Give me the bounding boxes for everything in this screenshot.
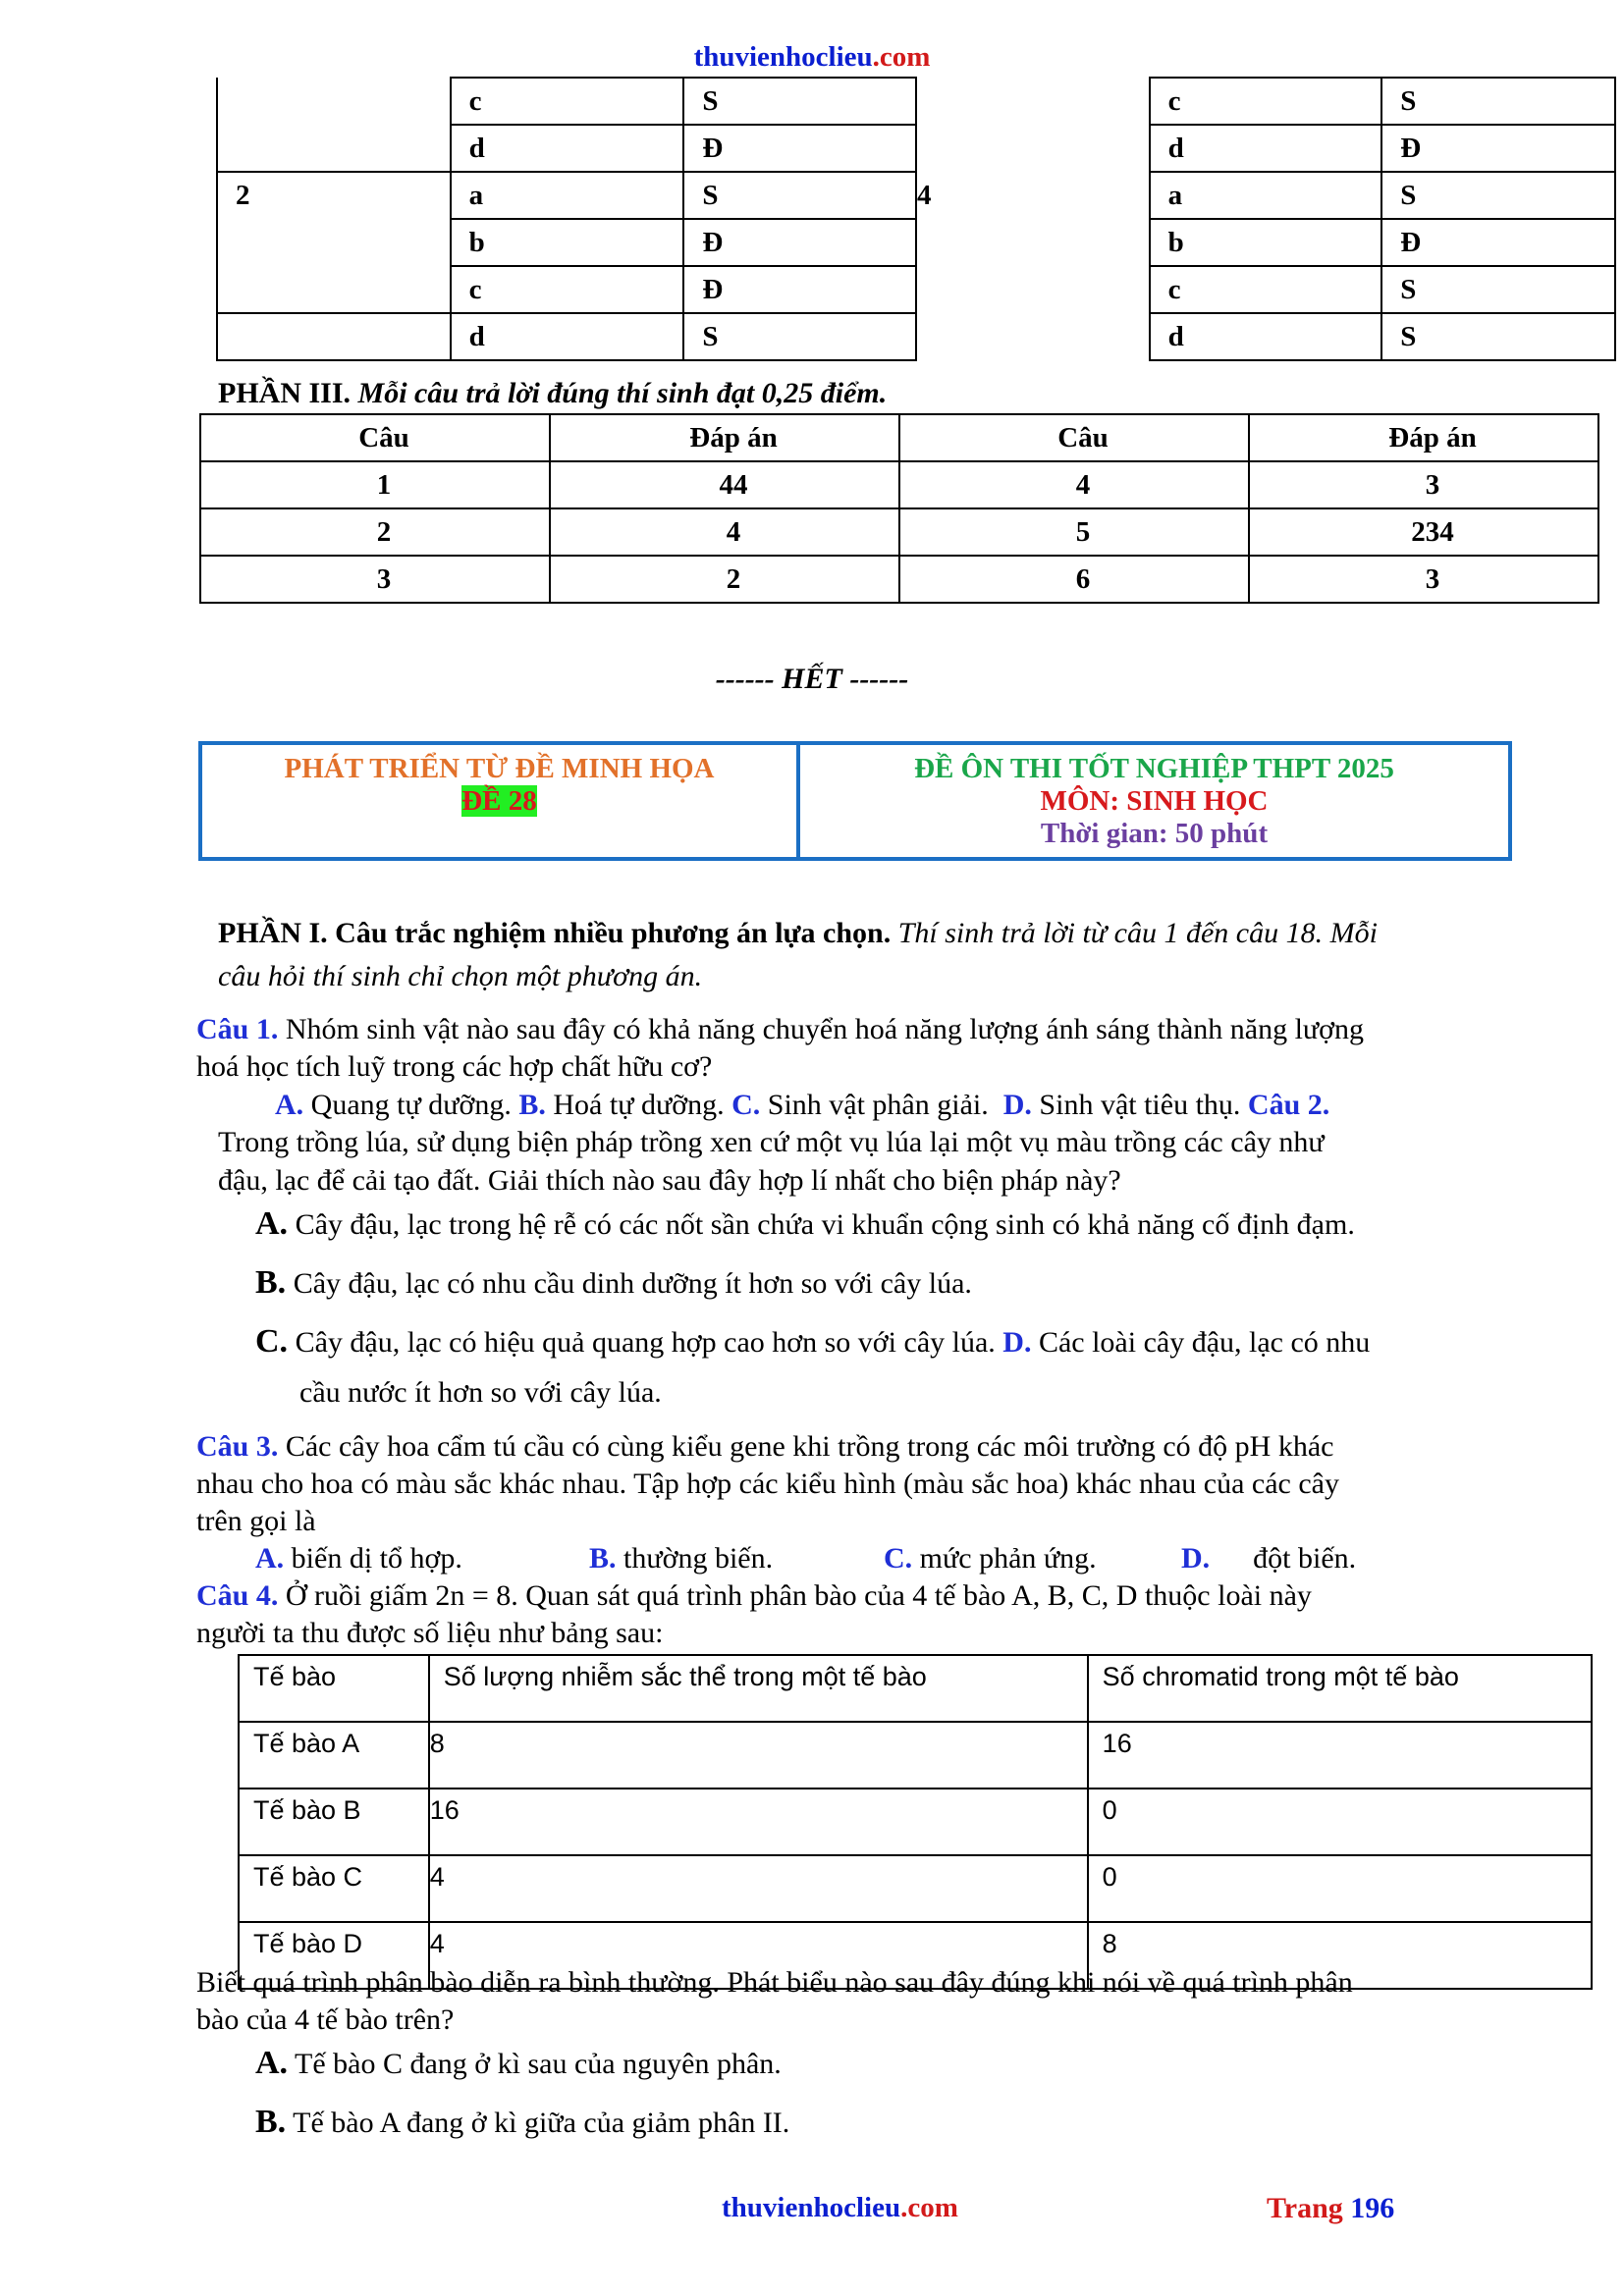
part3-cell: 2 [200, 508, 550, 556]
part3-cell: 44 [550, 461, 899, 508]
exam-subject: MÔN: SINH HỌC [1040, 785, 1269, 817]
tf-question-number [217, 78, 451, 125]
part3-cell: 3 [1249, 461, 1598, 508]
part3-answer-table [199, 413, 1599, 604]
part3-cell: 3 [1249, 556, 1598, 603]
tf-question-number [217, 313, 451, 360]
question-2: Trong trồng lúa, sử dụng biện pháp trồng xen cứ một vụ lúa lại một vụ màu trồng các cây như [218, 1126, 1325, 1158]
tf-letter: c [1150, 266, 1382, 313]
tf-question-number [916, 219, 1150, 266]
footer-site-link[interactable] [722, 2192, 958, 2224]
question-1: Câu 1. Nhóm sinh vật nào sau đây có khả năng chuyển hoá năng lượng ánh sáng thành năng lượng [196, 1013, 1365, 1045]
exam-source-label: PHÁT TRIỂN TỪ ĐỀ MINH HỌA [284, 753, 715, 784]
cell-table-cell: 0 [1088, 1789, 1592, 1855]
cell-table-cell: Tế bào B [239, 1789, 429, 1855]
question-3-cont: nhau cho hoa có màu sắc khác nhau. Tập hợp các kiểu hình (màu sắc hoa) khác nhau của các cây [196, 1468, 1339, 1500]
tf-row [217, 219, 1615, 266]
cell-table-row [239, 1722, 1592, 1789]
cell-division-table [238, 1654, 1593, 1990]
tf-row [217, 313, 1615, 360]
part3-cell: 6 [899, 556, 1249, 603]
tf-letter: d [451, 313, 684, 360]
part3-cell: 4 [899, 461, 1249, 508]
part1-title: PHẦN I. Câu trắc nghiệm nhiều phương án lựa chọn. Thí sinh trả lời từ câu 1 đến câu 18. Mỗi [218, 917, 1378, 949]
question-2-option-a: A. Cây đậu, lạc trong hệ rễ có các nốt sần chứa vi khuẩn cộng sinh có khả năng cố định đạm. [255, 1205, 1355, 1242]
part3-cell: 5 [899, 508, 1249, 556]
footer-site-main: thuvienhoclieu [722, 2192, 901, 2223]
exam-number-badge: ĐỀ 28 [461, 785, 537, 817]
part3-cell: 4 [550, 508, 899, 556]
tf-answer: S [683, 313, 916, 360]
tf-answer: S [1381, 266, 1615, 313]
end-marker: ------ HẾT ------ [715, 663, 909, 695]
tf-answer: S [683, 172, 916, 219]
tf-answer: S [1381, 172, 1615, 219]
header-site-tld: .com [872, 41, 931, 73]
tf-letter: b [451, 219, 684, 266]
cell-table-cell: 4 [429, 1922, 1088, 1989]
cell-table-cell: 8 [1088, 1922, 1592, 1989]
cell-table-cell: 0 [1088, 1855, 1592, 1922]
question-3: Câu 3. Các cây hoa cẩm tú cầu có cùng kiểu gene khi trồng trong các môi trường có độ pH khác [196, 1430, 1334, 1463]
part3-header-cell: Đáp án [550, 414, 899, 461]
question-1-options: A. Quang tự dưỡng. B. Hoá tự dưỡng. C. Sinh vật phân giải. D. Sinh vật tiêu thụ. Câu 2. [275, 1089, 1330, 1121]
tf-letter: a [1150, 172, 1382, 219]
part3-title: PHẦN III. Mỗi câu trả lời đúng thí sinh đạt 0,25 điểm. [218, 377, 888, 409]
tf-letter: c [451, 266, 684, 313]
tf-question-number [217, 266, 451, 313]
part1-title-cont: câu hỏi thí sinh chỉ chọn một phương án. [218, 960, 703, 992]
true-false-answer-table [216, 77, 1616, 361]
tf-question-number: 4 [916, 172, 1150, 219]
tf-question-number [217, 125, 451, 172]
tf-answer: S [1381, 78, 1615, 125]
tf-letter: d [1150, 125, 1382, 172]
question-4-option-a: A. Tế bào C đang ở kì sau của nguyên phân. [255, 2045, 782, 2081]
exam-title: ĐỀ ÔN THI TỐT NGHIỆP THPT 2025 [914, 753, 1394, 784]
part3-header-cell: Câu [899, 414, 1249, 461]
cell-table-header: Tế bào [239, 1655, 429, 1722]
tf-letter: c [451, 78, 684, 125]
part3-row [200, 461, 1598, 508]
tf-row [217, 266, 1615, 313]
tf-row [217, 78, 1615, 125]
cell-table-header-row [239, 1655, 1592, 1722]
cell-table-cell: Tế bào C [239, 1855, 429, 1922]
tf-answer: Đ [683, 219, 916, 266]
tf-row [217, 172, 1615, 219]
part3-header-cell: Câu [200, 414, 550, 461]
cell-table-cell: Tế bào A [239, 1722, 429, 1789]
cell-table-header: Số chromatid trong một tế bào [1088, 1655, 1592, 1722]
question-4: Câu 4. Ở ruồi giấm 2n = 8. Quan sát quá trình phân bào của 4 tế bào A, B, C, D thuộc loài này [196, 1579, 1312, 1612]
question-2-option-d-cont: cầu nước ít hơn so với cây lúa. [299, 1376, 662, 1409]
part3-cell: 2 [550, 556, 899, 603]
question-2-option-b: B. Cây đậu, lạc có nhu cầu dinh dưỡng ít hơn so với cây lúa. [255, 1264, 972, 1301]
tf-question-number [217, 219, 451, 266]
cell-table-cell: 16 [1088, 1722, 1592, 1789]
tf-answer: Đ [683, 266, 916, 313]
cell-table-cell: 4 [429, 1855, 1088, 1922]
question-3-option-b: B. thường biến. [589, 1542, 774, 1575]
question-4-label: Câu 4. [196, 1579, 279, 1612]
part3-header-row [200, 414, 1598, 461]
tf-letter: d [451, 125, 684, 172]
question-3-option-c: C. mức phản ứng. [884, 1542, 1097, 1575]
cell-table-row [239, 1855, 1592, 1922]
tf-question-number: 2 [217, 172, 451, 219]
tf-answer: Đ [1381, 125, 1615, 172]
question-2-cont: đậu, lạc để cải tạo đất. Giải thích nào sau đây hợp lí nhất cho biện pháp này? [218, 1164, 1121, 1197]
tf-question-number [916, 313, 1150, 360]
footer-site-tld: .com [900, 2192, 958, 2223]
exam-header-right [800, 745, 1508, 850]
exam-header-box [198, 741, 1512, 861]
part3-cell: 1 [200, 461, 550, 508]
tf-answer: S [1381, 313, 1615, 360]
cell-table-cell: Tế bào D [239, 1922, 429, 1989]
exam-duration: Thời gian: 50 phút [1040, 818, 1269, 849]
part3-row [200, 556, 1598, 603]
tf-letter: b [1150, 219, 1382, 266]
question-3-option-d: D. đột biến. [1181, 1542, 1357, 1575]
question-3-cont2: trên gọi là [196, 1505, 316, 1537]
question-4-cont: người ta thu được số liệu như bảng sau: [196, 1617, 664, 1649]
tf-question-number [916, 125, 1150, 172]
question-1-cont: hoá học tích luỹ trong các hợp chất hữu cơ? [196, 1050, 713, 1083]
tf-answer: S [683, 78, 916, 125]
tf-question-number [916, 78, 1150, 125]
cell-table-cell: 16 [429, 1789, 1088, 1855]
cell-table-cell: 8 [429, 1722, 1088, 1789]
question-3-option-a: A. biến dị tổ hợp. [255, 1542, 462, 1575]
question-3-label: Câu 3. [196, 1430, 279, 1463]
question-4-after: Biết quá trình phân bào diễn ra bình thường. Phát biểu nào sau đây đúng khi nói về quá trình phân [196, 1966, 1353, 1999]
part3-cell: 234 [1249, 508, 1598, 556]
tf-letter: a [451, 172, 684, 219]
question-2-label: Câu 2. [1247, 1089, 1330, 1121]
tf-answer: Đ [1381, 219, 1615, 266]
question-4-option-b: B. Tế bào A đang ở kì giữa của giảm phân II. [255, 2104, 790, 2140]
exam-header-left [202, 745, 796, 818]
part3-cell: 3 [200, 556, 550, 603]
question-2-option-c: C. Cây đậu, lạc có hiệu quả quang hợp cao hơn so với cây lúa. D. Các loài cây đậu, lạc có nhu [255, 1323, 1371, 1360]
tf-letter: c [1150, 78, 1382, 125]
header-site-main: thuvienhoclieu [693, 41, 873, 73]
tf-question-number [916, 266, 1150, 313]
header-site-link[interactable] [0, 41, 1624, 74]
cell-table-header: Số lượng nhiễm sắc thể trong một tế bào [429, 1655, 1088, 1722]
part3-row [200, 508, 1598, 556]
question-1-label: Câu 1. [196, 1013, 279, 1045]
part3-header-cell: Đáp án [1249, 414, 1598, 461]
tf-row [217, 125, 1615, 172]
page-number: Trang 196 [1267, 2192, 1395, 2224]
tf-letter: d [1150, 313, 1382, 360]
question-4-after-cont: bào của 4 tế bào trên? [196, 2003, 455, 2036]
tf-answer: Đ [683, 125, 916, 172]
cell-table-row [239, 1789, 1592, 1855]
